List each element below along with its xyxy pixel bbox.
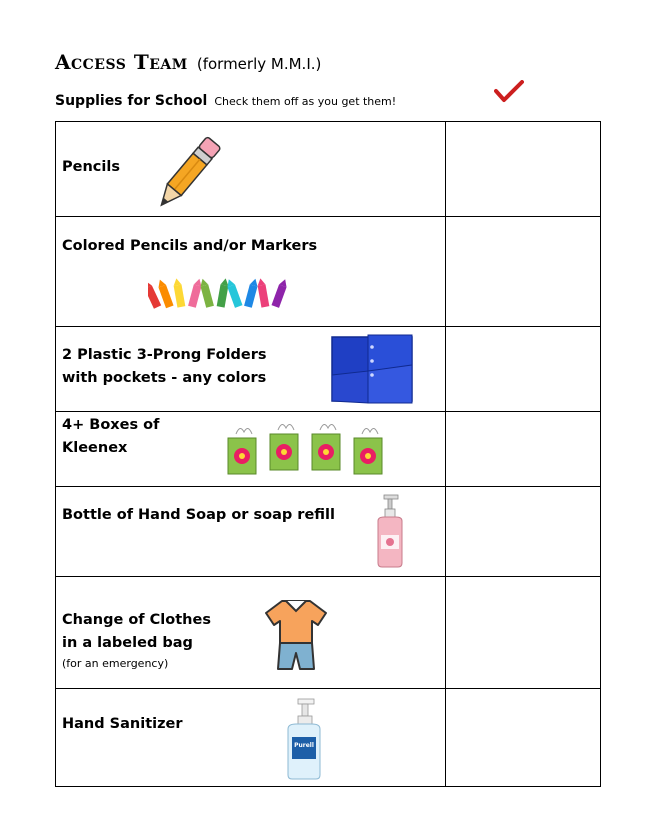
supply-note: (for an emergency): [62, 657, 169, 670]
supply-label: [62, 235, 317, 258]
supply-label: [62, 414, 159, 460]
checkbox-cell[interactable]: [446, 327, 600, 411]
subtitle-line: [55, 90, 396, 109]
page-title: Access Team: [55, 50, 188, 74]
supply-label-line: 4+ Boxes of: [62, 417, 160, 433]
supply-label-line: Kleenex: [62, 440, 128, 456]
supply-row-hand-sanitizer: [56, 689, 600, 786]
supply-item-cell: [56, 122, 445, 216]
page-title-suffix: (formerly M.M.I.): [196, 55, 322, 73]
supply-item-cell: [56, 412, 445, 486]
supply-row-hand-soap: [56, 487, 600, 577]
shirt-shorts-icon: [262, 597, 330, 673]
supply-label: [62, 713, 183, 736]
supply-label: [62, 156, 120, 179]
supply-label-line: 2 Plastic 3-Prong Folders: [62, 347, 267, 363]
checkbox-cell[interactable]: [446, 217, 600, 326]
supply-item-cell: [56, 217, 445, 326]
checkbox-cell[interactable]: [446, 689, 600, 786]
supply-item-cell: [56, 577, 445, 688]
tissue-box-icon: [222, 420, 392, 478]
checkbox-cell[interactable]: [446, 577, 600, 688]
soap-bottle-icon: [370, 491, 410, 571]
checkbox-cell[interactable]: [446, 122, 600, 216]
subtitle-note: Check them off as you get them!: [214, 95, 397, 108]
supply-label-line: Hand Sanitizer: [62, 716, 183, 732]
subtitle: Supplies for School: [55, 93, 208, 109]
colored-pencils-icon: [148, 275, 288, 309]
title-line: [55, 50, 321, 74]
supply-label-line: Pencils: [62, 159, 120, 175]
supply-label: [62, 344, 267, 390]
supply-item-cell: [56, 689, 445, 786]
sanitizer-bottle-graphic: [282, 697, 326, 781]
supply-label: [62, 504, 335, 527]
checkbox-cell[interactable]: [446, 412, 600, 486]
supply-label-line: Colored Pencils and/or Markers: [62, 238, 318, 254]
supply-label-line: Change of Clothes: [62, 612, 211, 628]
supply-row-clothes: [56, 577, 600, 689]
checkmark-icon: [494, 80, 524, 104]
supply-row-pencils: [56, 122, 600, 217]
checkbox-cell[interactable]: [446, 487, 600, 576]
folder-icon: [328, 331, 416, 407]
supply-label-line: in a labeled bag: [62, 635, 193, 651]
sanitizer-brand-label: Purell: [294, 742, 314, 749]
supply-row-kleenex: [56, 412, 600, 487]
supplies-table: [55, 121, 601, 787]
supply-label-line: with pockets - any colors: [62, 370, 267, 386]
supply-item-cell: [56, 487, 445, 576]
supply-label: [62, 609, 211, 655]
hand-sanitizer-icon: [282, 697, 326, 781]
pencil-icon: [146, 134, 228, 212]
supply-item-cell: [56, 327, 445, 411]
supply-row-folders: [56, 327, 600, 412]
supply-label-line: Bottle of Hand Soap or soap refill: [62, 507, 335, 523]
supply-row-colored-pencils: [56, 217, 600, 327]
